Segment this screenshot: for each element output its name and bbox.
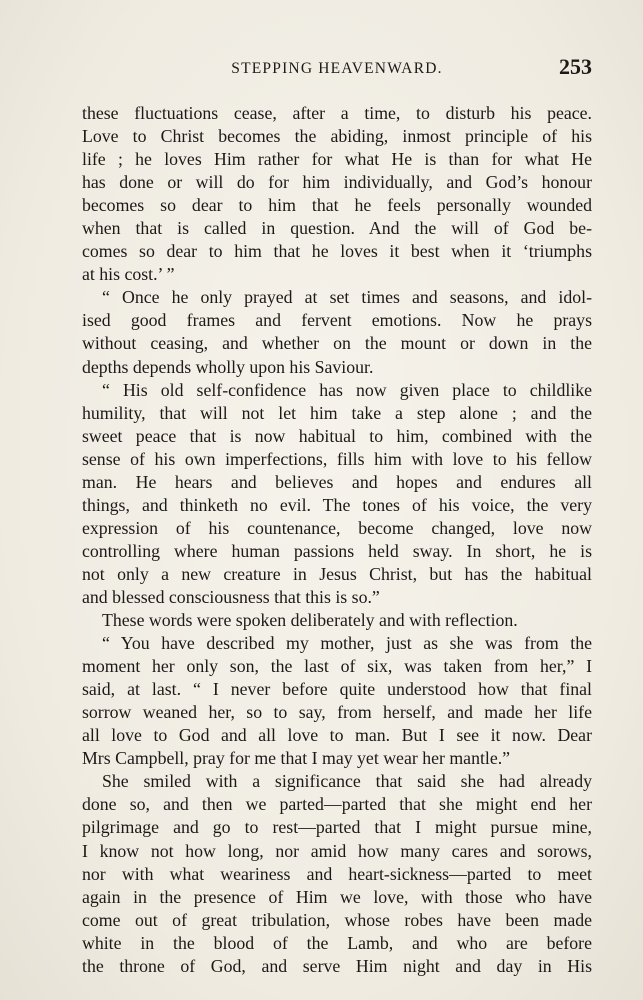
- text-line: nor with what weariness and heart-sickness—parted to meet: [82, 863, 592, 884]
- text-line: “ Once he only prayed at set times and seasons, and idol-: [102, 287, 592, 308]
- text-line: expression of his countenance, become changed, love now: [82, 517, 592, 538]
- page-header: [82, 54, 592, 84]
- text-line: done so, and then we parted—parted that she might end her: [82, 794, 592, 815]
- text-line: not only a new creature in Jesus Christ, but has the habitual: [82, 563, 592, 584]
- text-line: man. He hears and believes and hopes and endures all: [82, 471, 592, 492]
- text-line: life ; he loves Him rather for what He is than for what He: [82, 149, 592, 170]
- text-line: things, and thinketh no evil. The tones of his voice, the very: [82, 494, 592, 515]
- text-line: and blessed consciousness that this is so.”: [82, 586, 380, 607]
- text-line: these fluctuations cease, after a time, to disturb his peace.: [82, 103, 592, 123]
- text-line: moment her only son, the last of six, was taken from her,” I: [82, 656, 592, 677]
- text-line: depths depends wholly upon his Saviour.: [82, 356, 374, 377]
- text-line: comes so dear to him that he loves it best when it ‘triumphs: [82, 241, 592, 262]
- text-line: She smiled with a significance that said she had already: [102, 771, 592, 792]
- text-line: without ceasing, and whether on the mount or down in the: [82, 333, 592, 354]
- body-text: [82, 102, 592, 978]
- text-line: sense of his own imperfections, fills him with love to his fellow: [82, 448, 592, 469]
- text-line: has done or will do for him individually, and God’s honour: [82, 172, 592, 193]
- text-line: controlling where human passions held sway. In short, he is: [82, 540, 592, 561]
- text-line: when that is called in question. And the will of God be-: [82, 218, 592, 239]
- running-head: STEPPING HEAVENWARD.: [231, 60, 443, 77]
- text-line: sorrow weaned her, so to say, from herself, and made her life: [82, 702, 592, 723]
- text-line: all love to God and all love to man. But I see it now. Dear: [82, 725, 592, 746]
- text-line: the throne of God, and serve Him night and day in His: [82, 955, 592, 976]
- text-line: come out of great tribulation, whose robes have been made: [82, 909, 592, 930]
- text-line: at his cost.’ ”: [82, 264, 175, 285]
- text-line: again in the presence of Him we love, with those who have: [82, 886, 592, 907]
- text-line: pilgrimage and go to rest—parted that I might pursue mine,: [82, 817, 592, 838]
- text-line: Mrs Campbell, pray for me that I may yet wear her mantle.”: [82, 748, 511, 769]
- text-line: humility, that will not let him take a step alone ; and the: [82, 402, 592, 423]
- page-number: 253: [559, 54, 592, 79]
- text-line: “ His old self-confidence has now given place to childlike: [102, 379, 592, 400]
- text-line: ised good frames and fervent emotions. Now he prays: [82, 310, 592, 331]
- text-line: becomes so dear to him that he feels personally wounded: [82, 195, 592, 216]
- text-line: These words were spoken deliberately and with reflection.: [102, 610, 518, 631]
- text-line: white in the blood of the Lamb, and who are before: [82, 932, 592, 953]
- text-line: I know not how long, nor amid how many cares and sorows,: [82, 840, 592, 861]
- text-line: Love to Christ becomes the abiding, inmost principle of his: [82, 126, 592, 147]
- text-line: “ You have described my mother, just as she was from the: [102, 633, 592, 654]
- text-line: said, at last. “ I never before quite understood how that final: [82, 679, 592, 700]
- text-line: sweet peace that is now habitual to him, combined with the: [82, 425, 592, 446]
